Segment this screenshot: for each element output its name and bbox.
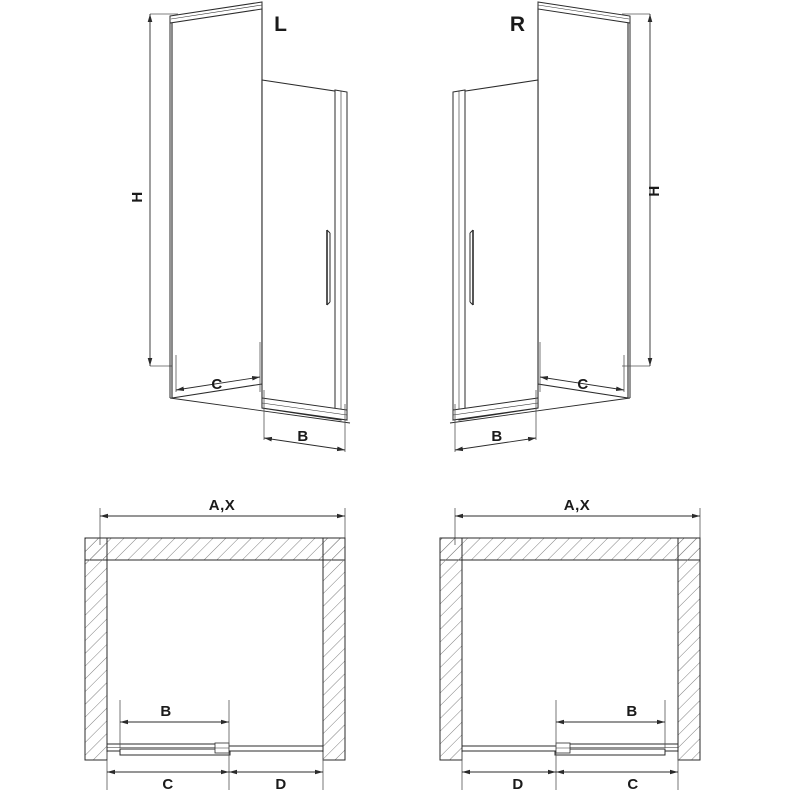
fixed-panel-glass: [538, 8, 628, 398]
sliding-door-glass: [459, 80, 538, 420]
dimension-label-b-plan-left: B: [160, 703, 172, 720]
dimension-label-b-right: B: [491, 428, 503, 445]
plan-left-view: [85, 497, 345, 793]
dimension-label-h-right: H: [646, 185, 663, 197]
dimension-label-d-plan-right: D: [512, 776, 524, 793]
door-vertical-profile: [335, 90, 347, 420]
elevation-right-view: [450, 2, 663, 452]
fixed-panel-glass: [172, 8, 262, 398]
dimension-label-d-plan-left: D: [275, 776, 287, 793]
dimension-label-ax-left: A,X: [208, 497, 236, 514]
plan-glass-assembly: [107, 743, 323, 755]
dimension-label-b-plan-right: B: [626, 703, 638, 720]
dimension-label-c-plan-right: C: [627, 776, 639, 793]
wall-hatched: [440, 538, 700, 760]
dimension-label-c-right: C: [577, 376, 589, 393]
view-label-left: L: [274, 13, 288, 36]
elevation-left-view: [129, 2, 350, 452]
plan-glass-assembly: [462, 743, 678, 755]
sliding-door-glass: [262, 80, 341, 420]
view-label-right: R: [509, 13, 527, 36]
wall-hatched: [85, 538, 345, 760]
dimension-label-h-left: H: [129, 191, 146, 203]
dimension-label-b-left: B: [297, 428, 309, 445]
dimension-label-c-left: C: [211, 376, 223, 393]
plan-right-view: [440, 497, 700, 793]
dimension-label-ax-right: A,X: [563, 497, 591, 514]
dimension-label-c-plan-left: C: [162, 776, 174, 793]
door-vertical-profile: [453, 90, 465, 420]
